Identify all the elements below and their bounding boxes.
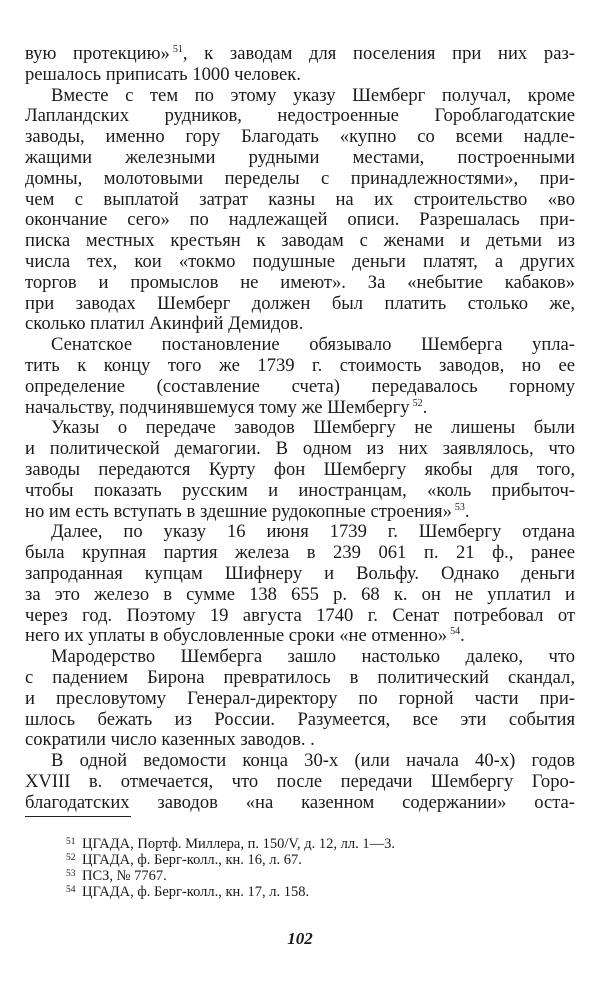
line-text: была крупная партия железа в 239 061 п. 21 ф., ранее (25, 543, 575, 564)
line-text: сократили число казенных заводов. . (25, 730, 315, 751)
text-line (25, 398, 575, 419)
line-text: домны, молотовыми переделы с принадлежностями», при- (25, 168, 575, 189)
line-text: и пресловутому Генерал-директору по горной части при- (25, 688, 575, 709)
line-text: тить к концу того же 1739 г. стоимость заводов, но ее (25, 355, 575, 376)
line-text: начальству, подчинявшемуся тому же Шембергу (25, 397, 410, 418)
text-line (25, 252, 575, 273)
line-text: чем с выплатой затрат казны на их строительство «во (25, 189, 575, 210)
line-text-tail: . (464, 501, 470, 522)
text-line (25, 710, 575, 731)
line-text-tail: , к заводам для поселения при них раз- (182, 44, 575, 64)
text-line (25, 460, 575, 481)
text-line (25, 793, 575, 814)
line-text-tail: . (460, 626, 465, 647)
text-line (25, 294, 575, 315)
footnote (66, 866, 566, 882)
line-text: него их уплаты в обусловленные сроки «не отменно» (25, 626, 448, 647)
footnote-text: ЦГАДА, ф. Берг-колл., кн. 16, л. 67. (82, 852, 302, 868)
text-line (25, 169, 575, 190)
line-text: XVIII в. отмечается, что после передачи Шембергу Горо- (25, 771, 575, 792)
line-text: Далее, по указу 16 июня 1739 г. Шембергу отдана (51, 522, 575, 543)
text-line (25, 502, 575, 523)
line-text: через год. Поэтому 19 августа 1740 г. Сенат потребовал от (25, 605, 575, 626)
text-line (25, 418, 575, 439)
line-text: шлось бежать из России. Разумеется, все эти события (25, 709, 575, 730)
line-text: чтобы показать русским и иностранцам, «коль прибыточ- (25, 480, 575, 501)
text-line (25, 668, 575, 689)
footnote-number: 51 (66, 837, 76, 847)
footnote-number: 53 (66, 869, 76, 879)
footnote (66, 850, 566, 866)
text-line (25, 564, 575, 585)
line-text: Мародерство Шемберга зашло настолько далеко, что (51, 647, 575, 668)
line-text-tail: . (422, 397, 428, 418)
footnote-ref[interactable]: 53 (454, 501, 465, 513)
line-text: вую протекцию» (25, 44, 170, 64)
text-line (25, 127, 575, 148)
line-text: В одной ведомости конца 30-х (или начала 40-х) годов (51, 751, 575, 772)
line-text: сколько платил Акинфий Демидов. (25, 314, 304, 335)
text-line (25, 335, 575, 356)
text-line (25, 751, 575, 772)
text-line (25, 481, 575, 502)
line-text: числа тех, кои «токмо подушные деньги платят, а других (25, 251, 575, 272)
text-line (25, 210, 575, 231)
footnotes (66, 834, 566, 898)
footnote-ref[interactable]: 52 (412, 397, 423, 409)
line-text: за это железо в сумме 138 655 р. 68 к. он не уплатил и (25, 584, 575, 605)
page-number: 102 (287, 929, 313, 948)
text-line (25, 148, 575, 169)
text-line (25, 86, 575, 107)
text-line (25, 772, 575, 793)
footnote-number: 52 (66, 853, 76, 863)
line-text: и политической демагогии. В одном из них заявлялось, что (25, 439, 575, 460)
text-line (25, 65, 575, 86)
text-line (25, 626, 575, 647)
line-text: Вместе с тем по этому указу Шемберг получал, кроме (51, 85, 575, 106)
text-line (25, 273, 575, 294)
line-text: заводы передаются Курту фон Шембергу якобы для того, (25, 459, 575, 480)
footnote (66, 882, 566, 898)
line-text: жащими железными рудными местами, построенными (25, 147, 575, 168)
line-text: с падением Бирона превратилось в политический скандал, (25, 667, 575, 688)
line-text: но им есть вступать в здешние рудокопные строения» (25, 501, 452, 522)
text-line (25, 356, 575, 377)
line-text: окончание сего» по надлежащей описи. Разрешалась при- (25, 210, 575, 231)
line-text: Сенатское постановление обязывало Шемберга упла- (51, 335, 575, 356)
text-line (25, 647, 575, 668)
footnote (66, 834, 566, 850)
text-line (25, 522, 575, 543)
text-line (25, 543, 575, 564)
line-text: определение (составление счета) передавалось горному (25, 376, 575, 397)
line-text: запроданная купцам Шифнеру и Вольфу. Однако деньги (25, 563, 575, 584)
body-text (25, 44, 575, 813)
footnote-ref[interactable]: 54 (450, 626, 461, 638)
text-line (25, 730, 575, 751)
footnote-text: ЦГАДА, ф. Берг-колл., кн. 17, л. 158. (82, 884, 310, 900)
footnote-separator (25, 816, 131, 817)
line-text: писка местных крестьян к заводам с женами и детьми из (25, 231, 575, 252)
footnote-text: ПСЗ, № 7767. (82, 868, 167, 884)
text-line (25, 585, 575, 606)
footnote-number: 54 (66, 885, 76, 895)
text-line (25, 689, 575, 710)
line-text: заводы, именно гору Благодать «купно со всеми надле- (25, 127, 575, 148)
line-text: Указы о передаче заводов Шембергу не лишены были (51, 418, 575, 439)
text-line (25, 231, 575, 252)
text-line (25, 44, 575, 65)
text-line (25, 606, 575, 627)
text-line (25, 314, 575, 335)
line-text: при заводах Шемберг должен был платить столько же, (25, 293, 575, 314)
text-line (25, 106, 575, 127)
text-line (25, 190, 575, 211)
line-text: благодатских заводов «на казенном содержании» оста- (25, 792, 575, 813)
line-text: решалось приписать 1000 человек. (25, 64, 301, 85)
footnote-text: ЦГАДА, Портф. Миллера, п. 150/V, д. 12, лл. 1—3. (82, 836, 395, 852)
footnote-ref[interactable]: 51 (172, 44, 183, 55)
text-line (25, 439, 575, 460)
text-line (25, 377, 575, 398)
line-text: торгов и промыслов не имеют». За «небытие кабаков» (25, 272, 575, 293)
line-text: Лапландских рудников, недостроенные Гороблагодатские (25, 106, 575, 127)
